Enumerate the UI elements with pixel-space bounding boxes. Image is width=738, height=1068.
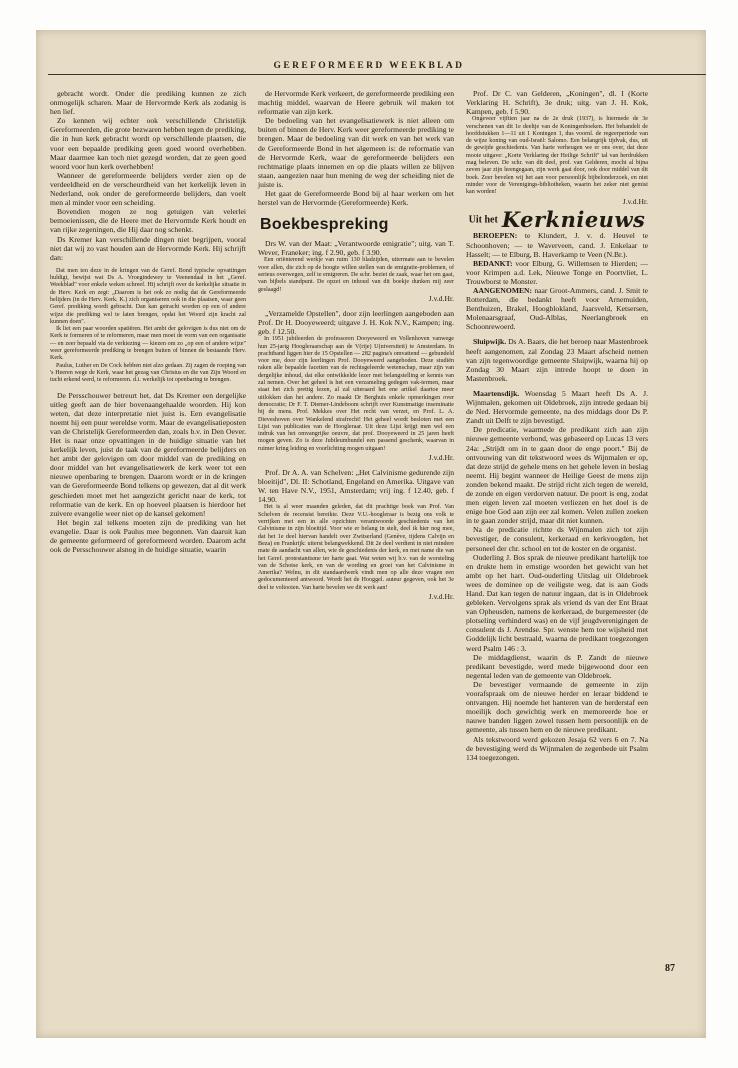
paragraph: Bovendien mogen ze nog getuigen van velerlei bemoeienissen, die de Heere met de Hervormde Kerk houdt en van rijke zegeningen, die Hij daar nog schenkt. xyxy=(50,207,246,235)
news-item xyxy=(466,337,648,382)
running-header: GEREFORMEERD WEEKBLAD xyxy=(273,61,465,71)
news-text: De predicatie, waarmede de predikant zich aan zijn nieuwe gemeente verbond, was gebaseerd op Lucas 13 vers 24a: „Strijdt om in te gaan door de enge poort." Bij de ontvouwing van dit tekstwoord wees ds Wijnmalen er op, dat deze strijd de gehele mens en het gehele leven in beslag neemt. Hij begint wanneer de Heilige Geest de mens zijn zonden bekend maakt. De strijd richt zich tegen de wereld, de zonde en eigen verdorven natuur. De poort is eng, zodat men eigen leven zal moeten verliezen en het doel is de enige hoe God aan zijn eer zal komen. Velen zullen zoeken in te gaan zonder strijd, maar dit niet kunnen. xyxy=(466,425,648,526)
section-heading-boekbespreking: Boekbespreking xyxy=(260,216,389,234)
paragraph: Drs W. van der Maat: „Verantwoorde emigratie"; uitg. van T. Wever, Franeker; ing. f 2.90, geb. f 3.90. xyxy=(258,239,454,258)
news-item xyxy=(466,735,648,762)
news-lead: AANGENOMEN: xyxy=(473,286,533,295)
column-left xyxy=(50,89,246,554)
news-text: Ds A. Baars, die het beroep naar Mastenbroek heeft aangenomen, zal Zondag 23 Maart afscheid nemen van zijn tegenwoordige gemeente Sluipwijk, waarna hij op Zondag 30 Maart zijn intrede hoopt te doen in Mastenbroek. xyxy=(466,337,648,383)
news-item xyxy=(466,259,648,286)
news-item xyxy=(466,425,648,525)
news-text: Als tekstwoord werd gekozen Jesaja 62 vers 6 en 7. Na de bevestiging werd ds Wijnmalen de zegenbede uit Psalm 134 toegezongen. xyxy=(466,734,648,762)
paragraph: J.v.d.Hr. xyxy=(428,592,454,602)
news-text: Ouderling J. Bos sprak de nieuwe predikant hartelijk toe en drukte hem in ernstige woorden het gewicht van het ambt op het hart. Oud-ouderling Uitslag uit Oldebroek wees de dominee op de veiligste weg, dat is aan Gods Hand. Dat kan tegen de natuur ingaan, dat is in Oldebroek gebleken. Vervolgens sprak als vriend ds van der Ent Braat van Opheusden, namens de kerkeraad, de burgemeester (de plotseling verhinderd was) en de vijf jeugdverenigingen de consulent ds J. Arendse. Spr. wenste hem toe wijsheid met Goddelijk licht bestraald, waarna de predikant toegezongen werd Psalm 146 : 3. xyxy=(466,552,648,653)
header-rule xyxy=(48,74,706,75)
news-text: Woensdag 5 Maart heeft Ds A. J. Wijnmalen, gekomen uit Oldebroek, zijn intrede gedaan bij de Ned. Hervormde gemeente, na des middags door Ds P. Zandt uit Delft te zijn bevestigd. xyxy=(466,388,648,426)
news-item xyxy=(466,286,648,331)
news-lead: BEDANKT: xyxy=(473,258,513,268)
news-text: De bevestiger vermaande de gemeente in zijn voorafspraak om de nieuwe herder en leraar biddend te ontvangen. Hij noemde het hanteren van de herderstaf een moeilijk doch gewichtig werk en memoreerde hoe er nauwe banden liggen zowel tussen hem persoonlijk en de gemeente, als tussen hem en de nieuwe predikant. xyxy=(466,679,648,735)
section-heading-kerknieuws xyxy=(466,207,648,233)
news-lead: Maartensdijk. xyxy=(473,388,520,398)
kerknieuws-prefix: Uit het xyxy=(468,214,498,226)
news-lead: BEROEPEN: xyxy=(473,231,518,241)
paragraph: Ik liet een paar woorden spatiëren. Het ambt der gelovigen is dus niet om de Kerk te formeren of te reformeren, maar men moet de vorm van een organisatie — en zeer bepaald via de verkiezing — kiezen om zo „op een of andere wijze" weer gereformeerde prediking te brengen buiten of binnen de bestaande Herv. Kerk. xyxy=(50,326,246,362)
news-item xyxy=(466,680,648,735)
kerknieuws-title: Kerknieuws xyxy=(501,207,646,233)
paragraph: de Hervormde Kerk verkeert, de gereformeerde prediking een machtig middel, waarvan de Heere gebruik wil maken tot reformatie van zijn kerk. xyxy=(258,89,454,117)
paragraph: gebracht wordt. Onder die prediking kunnen ze zich onmogelijk scharen. Maar de Hervormde Kerk als zodanig is hen lief. xyxy=(50,89,246,117)
column-right xyxy=(466,89,648,762)
paragraph: Zo kennen wij echter ook verschillende Christelijk Gereformeerden, die grote bezwaren hebben tegen de prediking, die in hun kerk gebracht wordt op verschillende plaatsen, die voor een bepaalde prediking geen goed woord overhebben. Maar daarmee kan toch niet gezegd worden, dat ze geen goed woord voor hun kerk overhebben! xyxy=(50,116,246,171)
paragraph: Prof. Dr A. A. van Schelven: „Het Calvinisme gedurende zijn bloeitijd", Dl. II: Schotland, Engeland en Amerika. Uitgave van W. ten Have N.V., 1951, Amsterdam; vrij ing. f 12.40, geb. f 14.90. xyxy=(258,468,454,505)
news-text: Na de predicatie richtte ds Wijnmalen zich tot zijn bevestiger, de consulent, kerkeraad en kerkvoogden, het personeel der chr. school en tot de koster en de organist. xyxy=(466,525,648,553)
news-text: voor Elburg, G. Willemsen te Hierden; — voor Krimpen a.d. Lek, Nieuwe Tonge en Poortvliet, L. Trouwborst te Monster. xyxy=(466,258,648,286)
paragraph: Ongeveer vijftien jaar na de 2e druk (1937), is hiermede de 3e verschenen van dit 1e deeltje van de Koningenboeken. Het behandelt de hoofdstukken 1—11 uit 1 Koningen 1, dus voornl. de regeerperiode van de wijze koning van oud-Israël: Salomo. Een belangrijk tijdvak, dus, uit de gewijde geschiedenis. Van harte verheugen we er ons over, dat deze mooie uitgave: „Korte Verklaring der Heilige Schrift" tal van herdrukken mag beleven. De schr. van dit deel, prof. van Gelderen, mocht al bijna zeven jaar zijn heengegaan, zijn werk gaat door, ook door middel van dit boek. Zeer bevelen wij het aan voor persoonlijk bijbelonderzoek, en niet minder voor de Verenigings-bibliotheken, waarin het zeker niet gemist kan worden! xyxy=(466,116,648,196)
page-number: 87 xyxy=(665,963,675,974)
paragraph: Paulus, Luther en De Cock hebben niet alzo gedaan. Zij zagen de roeping van 's Heeren wege de Kerk, waar het gezag van Christus en die van Zijn Woord en tucht erkend werd, te reformeren. d.i. werkelijk tot openbaring te brengen. xyxy=(50,362,246,384)
news-text: naar Groot-Ammers, cand. J. Smit te Rotterdam, die bedankt heeft voor Arnemuiden, Benthuizen, Brakel, Hoogblokland, Jaarsveld, Ketsersen, Molenaarsgraaf, Oud-Alblas, Neerlangbroek en Schoonrewoerd. xyxy=(466,286,648,332)
news-item xyxy=(466,553,648,653)
paragraph: J.v.d.Hr. xyxy=(428,293,454,303)
paragraph: Prof. Dr C. van Gelderen, „Koningen", dl. I (Korte Verklaring H. Schrift), 3e druk; uitg. van J. H. Kok, Kampen, geb. f 5.90. xyxy=(466,89,648,117)
paragraph: Een oriënterend werkje van ruim 130 bladzijden, uitermate aan te bevelen voor allen, die zich op de hoogte willen stellen van de emigratie-problemen, of serieus overwegen, zelf te emigreren. De schr. beziet de zaak, waar het om gaat, van bijbels standpunt. De opzet en inhoud van dit boekje dunken mij zeer geslaagd! xyxy=(258,257,454,293)
paragraph: „Verzamelde Opstellen", door zijn leerlingen aangeboden aan Prof. Dr H. Dooyeweerd; uitgave J. H. Kok N.V., Kampen; ing. geb. f 12.50. xyxy=(258,308,454,337)
news-item xyxy=(466,389,648,425)
paragraph: Het gaat de Gereformeerde Bond bij al haar werken om het herstel van de Hervormde (Gereformeerde) Kerk. xyxy=(258,189,454,208)
paragraph: Ds Kremer kan verschillende dingen niet begrijpen, vooral niet dat wij zo vast houden aan de Hervormde Kerk. Hij schrijft dan: xyxy=(50,234,246,262)
paragraph: J.v.d.Hr. xyxy=(622,196,648,206)
paragraph: De bedoeling van het evangelisatiewerk is niet alleen om buiten of binnen de Herv. Kerk weer gereformeerde prediking te brengen. Maar de bedoeling van dit werk en van het werk van de Gereformeerde Bond in het algemeen is: de reformatie van de Hervormde Kerk, waar de gereformeerde belijders een rechtmatige plaats innemen en op die plaats willen ze blijven staan, aangezien naar hun mening de weg der scheiding niet de juiste is. xyxy=(258,116,454,189)
paragraph: Het begin zal telkens moeten zijn de prediking van het evangelie. Daar is ook Paulus mee begonnen. Van daaruit kan de gemeente geformeerd of gereformeerd worden. Daarom acht ook de Persschouwer alsnog in de huidige situatie, waarin xyxy=(50,517,246,555)
paragraph: De Persschouwer betreurt het, dat Ds Kremer een dergelijke uitleg geeft aan de hier bovenaangehaalde woorden. Hij kon weten, dat deze interpretatie niet juist is. Een evangelisatie noemt hij een puur wereldse vorm. Maar de evangelisatieposten van de Christelijk Gereformeerden dan, zoals b.v. in Den Oever. Het is naar onze opvattingen in de huidige situatie van het kerkelijk leven, juist de taak van de gereformeerde belijders en het ambt der gelovigen om door middel van de prediking en door middel van het evangelisatiewerk de kerk weer tot een nieuwe openbaring te brengen. Daarom wordt er in de kringen van de Gereformeerde Bond telkens op gewezen, dat al dit werk geschieden moet met het aangezicht gericht naar de kerk, tot reformatie van de kerk. En op hoeveel plaatsen is hierdoor het zuivere evangelie weer niet op de kansel gekomen! xyxy=(50,390,246,518)
paragraph: J.v.d.Hr. xyxy=(428,453,454,463)
paragraph: Wanneer de gereformeerde belijders verder zien op de verdeeldheid en de verscheurdheid van het kerkelijk leven in Nederland, ook onder de gereformeerde belijders, dan voelt men al minder voor een scheiding. xyxy=(50,170,246,208)
paragraph: Dat men ten deze in de kringen van de Geref. Bond typische opvattingen huldigt, bewijst wat Ds A. Vroegindewey te Veenendaal in het „Geref. Weekblad" voor enkele weken schreef. Hij schrijft over de kerkelijke situatie in de Herv. Kerk en zegt: „Daarom is het ook zo nodig dat de Gereformeerde belijders (in de Herv. Kerk. K.) zich organiseren ook in die plaatsen, waar geen Geref. prediking wordt gebracht. Dan kan getracht worden op een of andere wijze die prediking wel te laten brengen, opdat het Woord zijn kracht zal kunnen doen". xyxy=(50,267,246,325)
column-middle xyxy=(258,89,454,601)
news-item xyxy=(466,525,648,552)
news-item xyxy=(466,231,648,258)
news-text: te Klundert, J. v. d. Heuvel te Schoonhoven; — te Waverveen, cand. J. Enkelaar te Hasselt; — te Elburg, B. Haverkamp te Veen (N.Br.). xyxy=(466,231,648,259)
paragraph: In 1951 jubileerden de professoren Dooyeweerd en Vollenhoven vanwege hun 25-jarig Hoogleraarschap aan de V(rije) U(niversiteit) te Amsterdam. In prachtband liggen hier de 15 Opstellen — 282 pagina's omvattend — gebundeld voor me, door zijn leerlingen Prof. Dooyeweerd aangeboden. Deze studiën raken alle bepaalde facetten van de rechtsgeleerde wetenschap, maar zijn van dergelijke inhoud, dat elke ontwikkelde lezer met belangstelling er kennis van zal nemen. Over het geheel is het een verzameling gedegen vak-termen, maar staat het zich prettig lezen, al zal uiteraard het ene artikel daartoe meer uitlokken dan het andere. Zo maakt Dr Berghuis enkele opmerkingen over democratie; Dr F. T. Diemer-Lindeboom schrijft over Kunstmatige inseminatie bij de mens. Prof. Mekkes over Het recht van verzet, en Prof. L. A. Dieveshoven over Wankelend strafrecht! Het geheel wordt besloten met een Lijst van publicaties van de Hoogleraar. Uit deze Lijst krijgt men wel een indruk van het omvangrijke oeuvre, dat prof. Dooyeweerd in 25 jaren heeft mogen geven. Zo is deze Jubileumbundel een passend geschenk, waarvan in ruimer kring leiding en voorlichting mogen uitgaan! xyxy=(258,336,454,452)
news-text: De middagdienst, waarin ds P. Zandt de nieuwe predikant bevestigde, werd mede bijgewoond door een negental leden van de gemeente van Oldebroek. xyxy=(466,652,648,680)
paragraph: Het is al weer maanden geleden, dat dit prachtige boek van Prof. Van Schelven de recensist bereikte. Deze V.U.-hoogleraar is bezig ons volk te verrijken met een in alle opzichten verantwoorde geschiedenis van het Calvinisme in zijn bloeitijd. Voor wie er belang in stelt, deel ik hier nog mee, dat het 1e deel hiervan handelt over Zwitserland (Genève, tijdens Calvijn en Beza) en Frankrijk: uiterst belangwekkend. Dit 2e deel verdient in niet mindere mate de aandacht van allen, wie de geschiedenis der kerk, en met name die van het Geref. protestantisme ter harte gaat. Wat weten wij b.v. van de worsteling van de Schotse kerk, en van de wording en groei van het Calvinisme in Amerika? Welnu, in dit standaardwerk vindt men op alle deze vragen een gedocumenteerd antwoord. Wordt het de Hooggel. auteur gegeven, ook het 3e deel te voltooien. Van harte bevelen we dit werk aan! xyxy=(258,504,454,591)
news-lead: Sluipwijk. xyxy=(473,337,507,347)
news-item xyxy=(466,653,648,680)
